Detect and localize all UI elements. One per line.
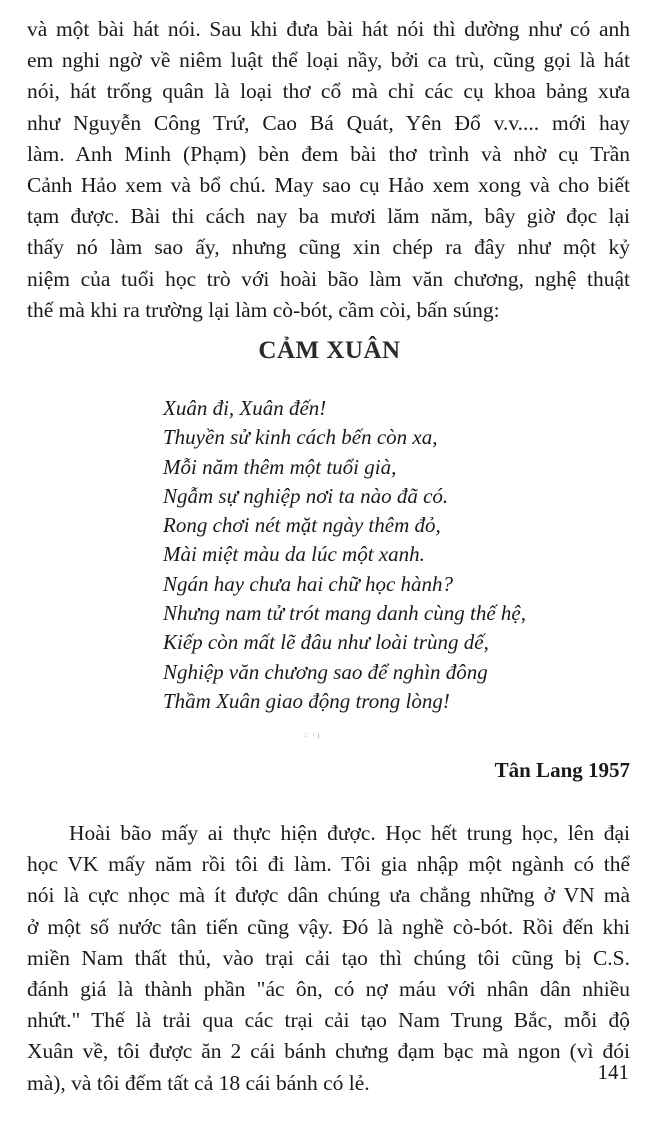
text-line: làm. Anh Minh (Phạm) bèn đem bài thơ trình và nhờ cụ Trần [27, 141, 630, 166]
text-line: em nghi ngờ về niêm luật thể loại nầy, bởi ca trù, cũng gọi là hát [27, 48, 630, 73]
text-line: nhứt." Thế là trải qua các trại cải tạo Nam Trung Bắc, mỗi độ [27, 1008, 630, 1033]
poem-line: Mài miệt màu da lúc một xanh. [163, 542, 425, 567]
text-line: Cảnh Hảo xem và bổ chú. May sao cụ Hảo xem xong và cho biết [27, 173, 630, 198]
poem-line: Nghiệp văn chương sao để nghìn đông [163, 659, 488, 684]
poem-signature: Tân Lang 1957 [494, 758, 630, 782]
text-line: nói, hát trống quân là loại thơ cổ mà chỉ các cụ khoa bảng xưa [27, 79, 630, 104]
poem-line: Kiếp còn mất lẽ đâu như loài trùng dế, [163, 630, 489, 655]
text-line: thế mà khi ra trường lại làm cò-bót, cầm còi, bấn súng: [27, 297, 500, 322]
poem-line: Mỗi năm thêm một tuổi già, [163, 454, 397, 479]
paragraph-intro [27, 14, 630, 326]
poem-line: Thuyền sử kinh cách bến còn xa, [163, 425, 438, 450]
poem-title: CẢM XUÂN [258, 337, 401, 364]
text-line: Xuân về, tôi được ăn 2 cái bánh chưng đạm bạc mà ngon (vì đói [27, 1039, 630, 1064]
text-line: niệm của tuổi học trò với hoài bão làm văn chương, nghệ thuật [27, 266, 630, 291]
poem-body [163, 394, 526, 716]
text-line: ở một số nước tân tiến cũng vậy. Đó là nghề cò-bót. Rồi đến khi [27, 914, 630, 939]
poem-line: Rong chơi nét mặt ngày thêm đỏ, [163, 513, 441, 538]
text-line: tạm được. Bài thi cách nay ba mươi lăm năm, bây giờ đọc lại [27, 204, 630, 229]
text-line: thấy nó làm sao ấy, nhưng cũng xin chép ra đây như một kỷ [27, 235, 630, 260]
poem-line: Xuân đi, Xuân đến! [163, 396, 327, 420]
paragraph-memoir [27, 818, 630, 1099]
text-line: miền Nam thất thủ, vào trại cải tạo thì chúng tôi cũng bị C.S. [27, 945, 630, 970]
poem-line: Nhưng nam tử trót mang danh cùng thế hệ, [163, 601, 526, 626]
text-line: như Nguyễn Công Trứ, Cao Bá Quát, Yên Đổ v.v.... mới hay [27, 110, 630, 135]
page-number: 141 [597, 1060, 629, 1084]
poem-line: Ngẫm sự nghiệp nơi ta nào đã có. [163, 483, 449, 508]
text-line: mà), và tôi đếm tất cả 18 cái bánh có lẻ. [27, 1070, 370, 1095]
text-line: đánh giá là thành phần "ác ôn, có nợ máu với nhân dân nhiều [27, 977, 630, 1002]
scan-smudge: ⁘ ⋅ ı [302, 730, 320, 740]
text-line: và một bài hát nói. Sau khi đưa bài hát nói thì dường như có anh [27, 17, 630, 41]
poem-line: Thầm Xuân giao động trong lòng! [163, 688, 450, 713]
text-line: học VK mấy năm rồi tôi đi làm. Tôi gia nhập một ngành có thể [27, 852, 630, 877]
text-line: Hoài bão mấy ai thực hiện được. Học hết trung học, lên đại [69, 821, 630, 845]
poem-line: Ngán hay chưa hai chữ học hành? [163, 571, 454, 596]
text-line: nói là cực nhọc mà ít được dân chúng ưa chẳng những ở VN mà [27, 883, 630, 908]
